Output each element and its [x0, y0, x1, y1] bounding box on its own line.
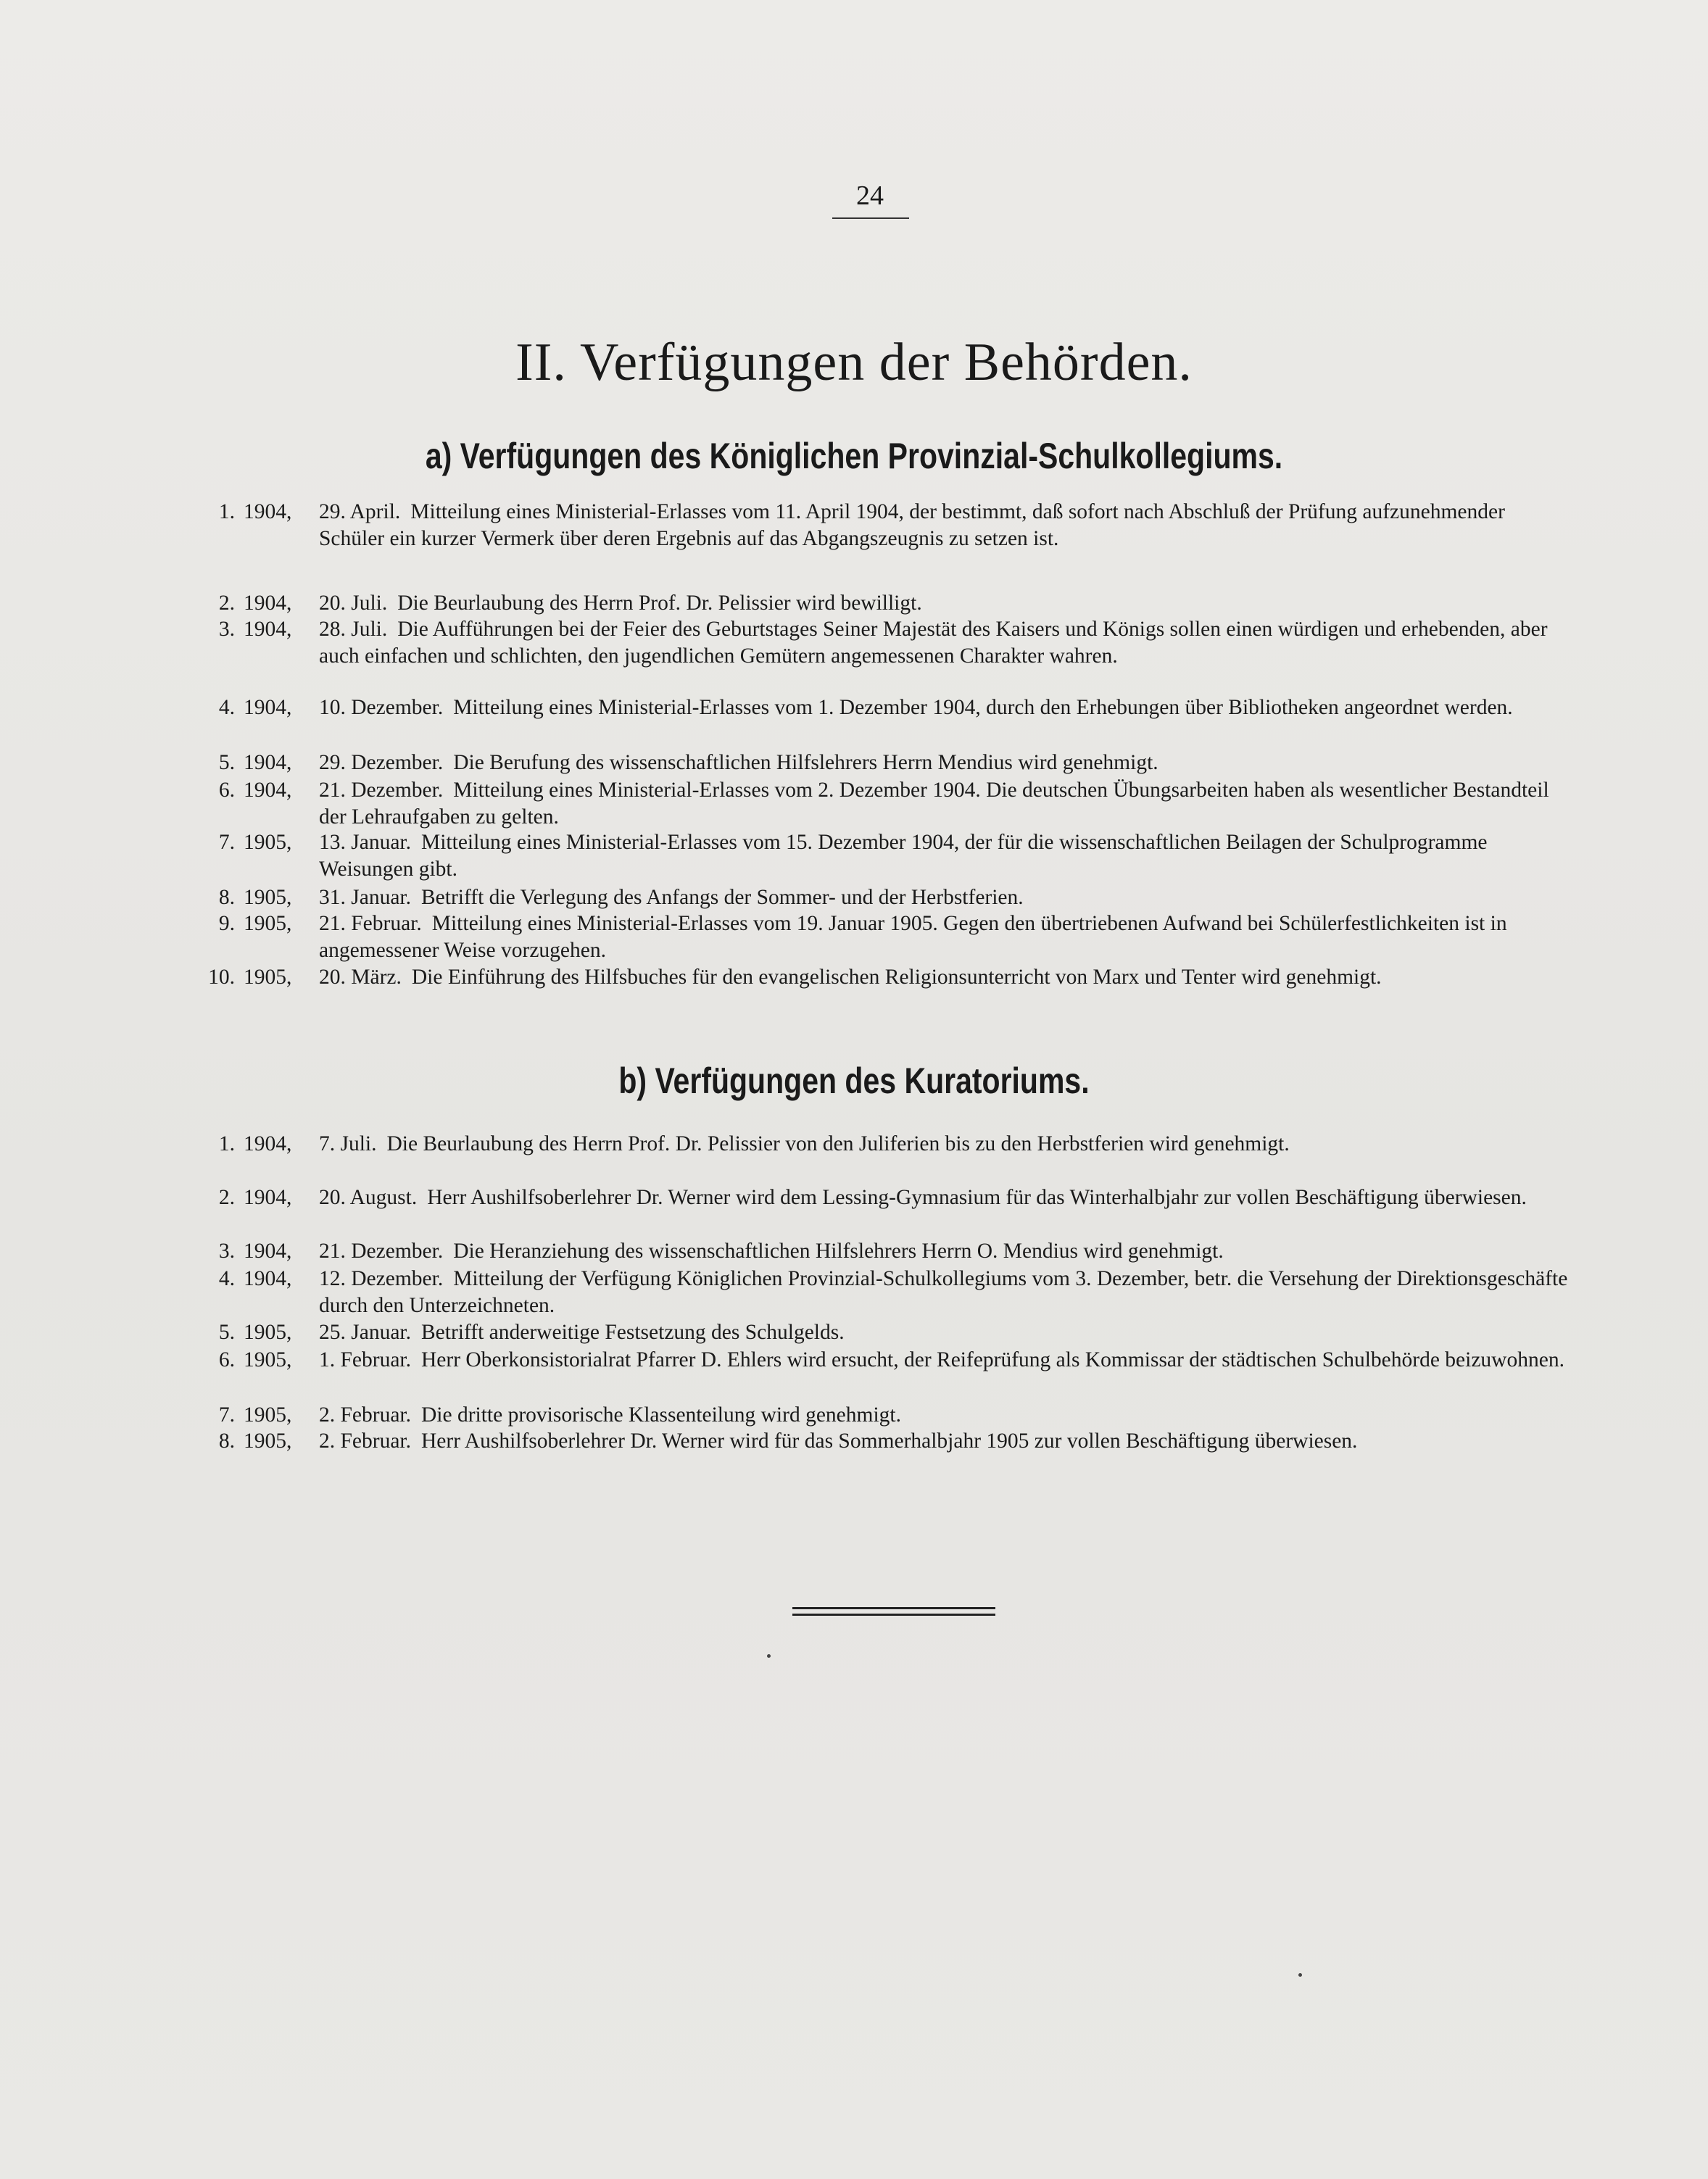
entry-number: 2.	[218, 1186, 235, 1209]
entry-number: 7.	[218, 831, 235, 854]
section-a-entry	[210, 694, 1573, 721]
entry-year: 1905,	[244, 1348, 292, 1371]
entry-year: 1904,	[244, 592, 292, 615]
entry-text: Die Einführung des Hilfsbuches für den evangelischen Religionsunterricht von Marx und Tenter wird genehmigt.	[411, 966, 1382, 989]
section-b-heading: b) Verfügungen des Kuratoriums.	[618, 1061, 1090, 1101]
entry-number: 3.	[218, 618, 235, 641]
closing-double-rule-top	[792, 1607, 995, 1609]
entry-text: Mitteilung eines Ministerial-Erlasses vom 1. Dezember 1904, durch den Erhebungen über Bibliotheken angeordnet werden.	[453, 696, 1513, 719]
main-title: II. Verfügungen der Behörden.	[515, 333, 1193, 392]
section-a-entry	[210, 590, 1573, 617]
entry-date: 20. August.	[319, 1186, 418, 1209]
section-b-entry	[210, 1319, 1573, 1346]
entry-date: 25. Januar.	[319, 1321, 411, 1344]
closing-double-rule-bottom	[792, 1614, 995, 1616]
entry-number: 8.	[218, 886, 235, 909]
entry-number: 6.	[218, 1348, 235, 1371]
entry-text: Betrifft anderweitige Festsetzung des Schulgelds.	[421, 1321, 845, 1344]
entry-year: 1905,	[244, 886, 292, 909]
entry-date: 12. Dezember.	[319, 1267, 444, 1290]
entry-number: 5.	[218, 751, 235, 774]
entry-date: 21. Dezember.	[319, 1240, 444, 1263]
entry-text: Mitteilung eines Ministerial-Erlasses vom 15. Dezember 1904, der für die wissenschaftlichen Beilagen der Schulprogramme Weisungen gibt.	[319, 831, 1488, 881]
entry-year: 1905,	[244, 1429, 292, 1453]
entry-date: 21. Dezember.	[319, 779, 444, 802]
section-b-entry	[210, 1131, 1573, 1158]
entry-number: 9.	[218, 912, 235, 935]
entry-date: 7. Juli.	[319, 1132, 377, 1155]
section-b-entry	[210, 1266, 1573, 1319]
entry-text: Die Aufführungen bei der Feier des Geburtstages Seiner Majestät des Kaisers und Königs sollen einen würdigen und erhebenden, aber auch einfachen und schlichten, den jugendlichen Gemütern angemessenen Charakter wahren.	[319, 618, 1548, 668]
entry-number: 7.	[218, 1403, 235, 1427]
entry-date: 1. Februar.	[319, 1348, 411, 1371]
section-a-entry	[210, 964, 1573, 991]
section-b-entry	[210, 1347, 1573, 1374]
entry-number: 6.	[218, 779, 235, 802]
entry-text: Die dritte provisorische Klassenteilung wird genehmigt.	[421, 1403, 901, 1427]
entry-year: 1904,	[244, 500, 292, 523]
entry-number: 1.	[218, 500, 235, 523]
entry-year: 1905,	[244, 1321, 292, 1344]
section-b-entry	[210, 1184, 1573, 1211]
entry-year: 1904,	[244, 696, 292, 719]
entry-year: 1904,	[244, 779, 292, 802]
paper-speck	[1298, 1973, 1302, 1977]
section-b-entry	[210, 1402, 1573, 1429]
entry-year: 1904,	[244, 1132, 292, 1155]
entry-text: Mitteilung eines Ministerial-Erlasses vom 19. Januar 1905. Gegen den übertriebenen Aufwand bei Schülerfestlichkeiten ist in angemessener Weise vorzugehen.	[319, 912, 1507, 962]
entry-number: 4.	[218, 1267, 235, 1290]
entry-date: 13. Januar.	[319, 831, 411, 854]
entry-number: 2.	[218, 592, 235, 615]
entry-text: Herr Aushilfsoberlehrer Dr. Werner wird für das Sommerhalbjahr 1905 zur vollen Beschäftigung überwiesen.	[421, 1429, 1358, 1453]
section-a-entry	[210, 616, 1573, 670]
entry-date: 2. Februar.	[319, 1429, 411, 1453]
entry-number: 1.	[218, 1132, 235, 1155]
entry-year: 1905,	[244, 912, 292, 935]
entry-number: 4.	[218, 696, 235, 719]
section-a-entry	[210, 777, 1573, 831]
entry-date: 20. Juli.	[319, 592, 388, 615]
paper-speck	[767, 1654, 771, 1658]
entry-date: 29. April.	[319, 500, 401, 523]
section-a-entry	[210, 884, 1573, 911]
section-a-heading: a) Verfügungen des Königlichen Provinzial-Schulkollegiums.	[425, 436, 1283, 476]
entry-number: 3.	[218, 1240, 235, 1263]
entry-text: Die Heranziehung des wissenschaftlichen Hilfslehrers Herrn O. Mendius wird genehmigt.	[453, 1240, 1224, 1263]
entry-date: 21. Februar.	[319, 912, 422, 935]
entry-number: 10.	[208, 966, 235, 989]
entry-text: Die Beurlaubung des Herrn Prof. Dr. Pelissier wird bewilligt.	[397, 592, 922, 615]
entry-date: 2. Februar.	[319, 1403, 411, 1427]
entry-year: 1905,	[244, 1403, 292, 1427]
entry-year: 1904,	[244, 618, 292, 641]
entry-text: Mitteilung der Verfügung Königlichen Provinzial-Schulkollegiums vom 3. Dezember, betr. die Versehung der Direktionsgeschäfte durch den Unterzeichneten.	[319, 1267, 1568, 1317]
entry-date: 29. Dezember.	[319, 751, 444, 774]
page-number: 24	[856, 180, 884, 211]
entry-text: Mitteilung eines Ministerial-Erlasses vom 2. Dezember 1904. Die deutschen Übungsarbeiten haben als wesentlicher Bestandteil der Lehraufgaben zu gelten.	[319, 779, 1549, 829]
entry-text: Herr Oberkonsistorialrat Pfarrer D. Ehlers wird ersucht, der Reifeprüfung als Kommissar der städtischen Schulbehörde beizuwohnen.	[421, 1348, 1564, 1371]
entry-year: 1905,	[244, 966, 292, 989]
entry-text: Betrifft die Verlegung des Anfangs der Sommer- und der Herbstferien.	[421, 886, 1024, 909]
section-a-entry	[210, 750, 1573, 776]
entry-date: 20. März.	[319, 966, 402, 989]
entry-date: 10. Dezember.	[319, 696, 444, 719]
entry-date: 31. Januar.	[319, 886, 411, 909]
entry-date: 28. Juli.	[319, 618, 388, 641]
section-a-entry	[210, 829, 1573, 883]
entry-text: Herr Aushilfsoberlehrer Dr. Werner wird dem Lessing-Gymnasium für das Winterhalbjahr zur vollen Beschäftigung überwiesen.	[427, 1186, 1527, 1209]
section-b-entry	[210, 1428, 1573, 1455]
section-a-entry	[210, 910, 1573, 964]
entry-text: Die Beurlaubung des Herrn Prof. Dr. Pelissier von den Juliferien bis zu den Herbstferien wird genehmigt.	[386, 1132, 1290, 1155]
entry-text: Die Berufung des wissenschaftlichen Hilfslehrers Herrn Mendius wird genehmigt.	[453, 751, 1158, 774]
entry-year: 1904,	[244, 751, 292, 774]
entry-number: 5.	[218, 1321, 235, 1344]
entry-year: 1904,	[244, 1186, 292, 1209]
section-a-entry	[210, 499, 1573, 552]
entry-text: Mitteilung eines Ministerial-Erlasses vom 11. April 1904, der bestimmt, daß sofort nach Abschluß der Prüfung aufzunehmender Schüler ein kurzer Vermerk über deren Ergebnis auf das Abgangszeugnis zu setzen ist.	[319, 500, 1505, 550]
entry-year: 1904,	[244, 1240, 292, 1263]
entry-number: 8.	[218, 1429, 235, 1453]
page-number-rule	[832, 217, 909, 219]
entry-year: 1905,	[244, 831, 292, 854]
entry-year: 1904,	[244, 1267, 292, 1290]
section-b-entry	[210, 1238, 1573, 1265]
